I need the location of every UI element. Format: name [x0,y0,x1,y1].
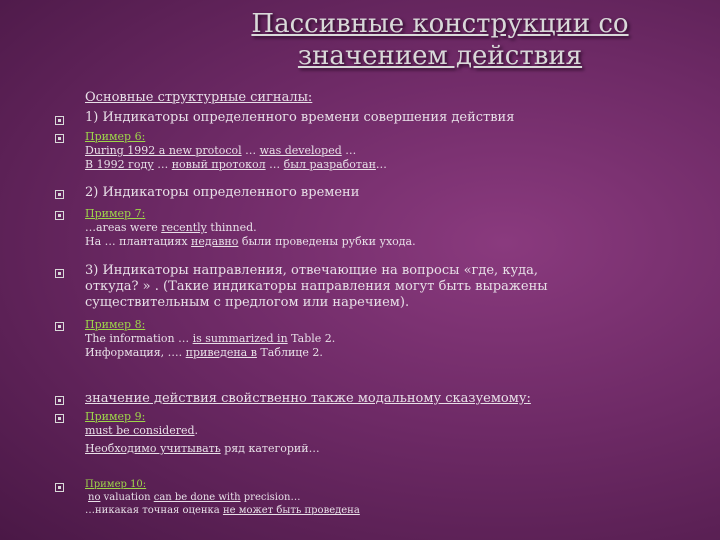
example-7-label: Пример 7: [85,207,146,220]
text-span: precision… [240,492,301,503]
bullet-icon [55,134,64,143]
example-9-block [85,410,320,456]
example-9-line-2 [85,442,320,456]
item-3-line-2: откуда? » . (Такие индикаторы направления могут быть выражены [85,279,548,294]
example-6-block [85,130,387,172]
text-span: During 1992 a new protocol [85,144,242,157]
text-span: В 1992 году [85,158,154,171]
bullet-icon [55,414,64,423]
example-8-label: Пример 8: [85,318,146,331]
text-span: was developed [259,144,342,157]
text-span: valuation [100,492,154,503]
example-6-label: Пример 6: [85,130,146,143]
example-7-line-2 [85,235,416,249]
text-span: . [194,424,199,437]
text-span: recently [161,221,207,234]
text-span: Информация, …. [85,346,186,359]
title-line-2: значением действия [297,41,583,71]
text-span: … [375,158,387,171]
example-7-block [85,207,416,249]
text-span: … [265,158,284,171]
bullet-icon [55,269,64,278]
text-span: приведена в [185,346,257,359]
bullet-icon [55,396,64,405]
text-span: Таблице 2. [256,346,323,359]
item-4-text: значение действия свойственно также модальному сказуемому: [85,391,531,406]
item-2-text: 2) Индикаторы определенного времени [85,185,360,200]
text-span: is summarized in [192,332,288,345]
text-span: был разработан [283,158,376,171]
bullet-icon [55,483,64,492]
text-span: … [341,144,357,157]
bullet-icon [55,190,64,199]
item-3-text [85,263,548,311]
example-7-line-1 [85,221,416,235]
bullet-icon [55,116,64,125]
title-line-1: Пассивные конструкции со [251,9,629,39]
bullet-icon [55,211,64,220]
example-6-line-1 [85,144,387,158]
bullet-icon [55,322,64,331]
text-span: …никакая точная оценка [85,505,223,516]
text-span: ряд категорий… [220,442,320,455]
text-span: …areas were [85,221,162,234]
slide-title [150,8,720,72]
example-8-line-2 [85,346,335,360]
example-10-block [85,478,360,517]
text-span: недавно [191,235,239,248]
text-span: новый протокол [171,158,266,171]
example-10-label: Пример 10: [85,479,147,490]
text-span: … [153,158,172,171]
text-span: Необходимо учитывать [85,442,221,455]
text-span: no [88,492,101,503]
example-8-block [85,318,335,360]
item-3-line-3: существительным с предлогом или наречием). [85,295,410,310]
text-span: The information … [85,332,193,345]
example-9-line-1 [85,424,320,438]
example-6-line-2 [85,158,387,172]
item-3-line-1: 3) Индикаторы направления, отвечающие на вопросы «где, куда, [85,263,538,278]
text-span: не может быть проведена [222,505,360,516]
example-10-line-1 [85,491,360,504]
text-span: На … плантациях [85,235,192,248]
text-span: must be considered [85,424,195,437]
text-span: были проведены рубки ухода. [238,235,416,248]
text-span: Table 2. [287,332,336,345]
example-8-line-1 [85,332,335,346]
text-span: can be done with [153,492,241,503]
example-10-line-2 [85,504,360,517]
example-9-label: Пример 9: [85,410,146,423]
structural-signals-heading: Основные структурные сигналы: [85,90,313,105]
item-1-text: 1) Индикаторы определенного времени совершения действия [85,110,515,125]
text-span: … [241,144,260,157]
text-span: thinned. [206,221,257,234]
